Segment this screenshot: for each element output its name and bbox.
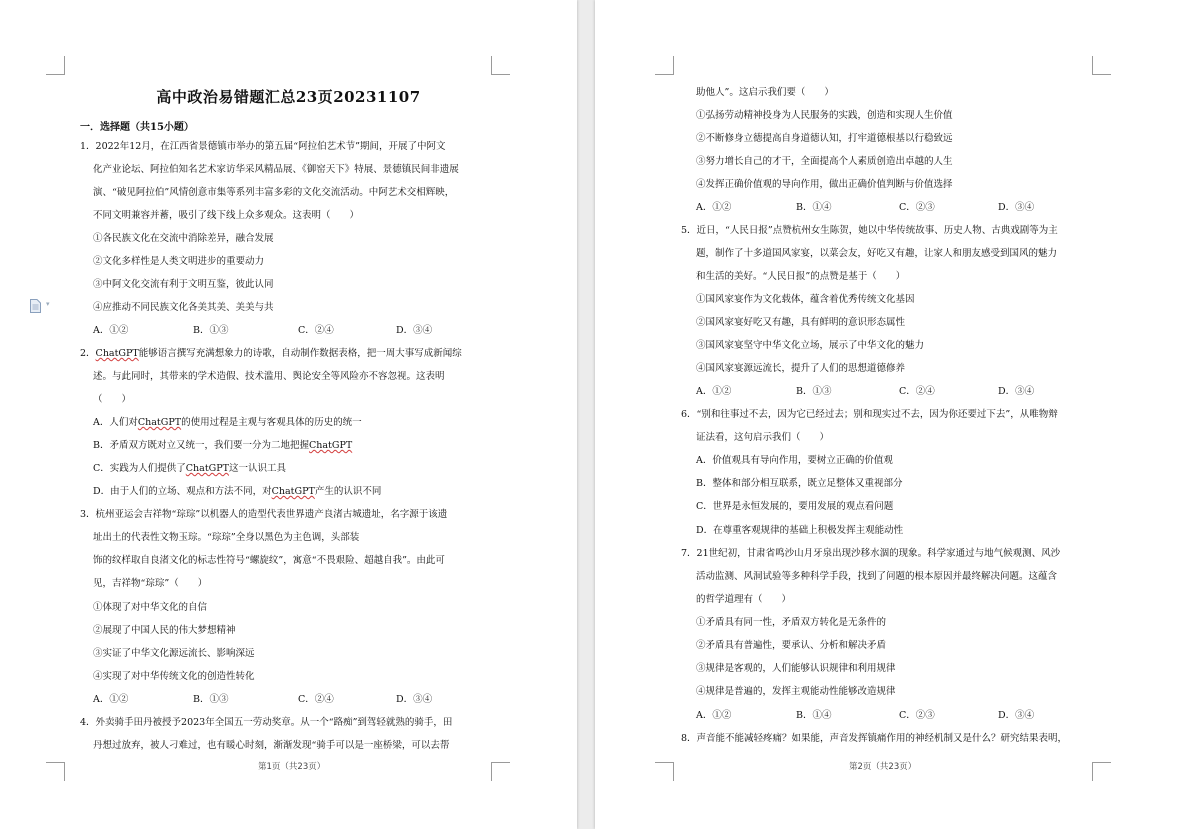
question-line: 和生活的美好。“人民日报”的点赞是基于（ ） bbox=[696, 271, 906, 282]
choice-a: A．人们对ChatGPT的使用过程是主观与客观具体的历史的统一 bbox=[93, 417, 362, 428]
option-b: B．①③ bbox=[193, 694, 229, 705]
option-a: A．①② bbox=[696, 386, 732, 397]
statement-item: ④国风家宴源远流长，提升了人们的思想道德修养 bbox=[696, 363, 906, 374]
statement-item: ②国风家宴好吃又有趣，具有鲜明的意识形态属性 bbox=[696, 317, 906, 328]
option-b: B．①④ bbox=[796, 202, 832, 213]
crop-mark-bottom-left bbox=[46, 762, 65, 781]
choice-c: C．世界是永恒发展的，要用发展的观点看问题 bbox=[696, 501, 894, 512]
question-line: 题，制作了十多道国风家宴，以菜会友，好吃又有趣，让家人和朋友感受到国风的魅力 bbox=[696, 248, 1058, 259]
statement-item: ④发挥正确价值观的导向作用，做出正确价值判断与价值选择 bbox=[696, 179, 953, 190]
statement-item: ①体现了对中华文化的自信 bbox=[93, 602, 208, 613]
crop-mark-bottom-right bbox=[491, 762, 510, 781]
question-line: 4．外卖骑手田丹被授予2023年全国五一劳动奖章。从一个“路痴”到驾轻就熟的骑手，田 bbox=[80, 717, 453, 728]
statement-item: ③努力增长自己的才干，全面提高个人素质创造出卓越的人生 bbox=[696, 156, 953, 167]
option-b: B．①④ bbox=[796, 710, 832, 721]
question-line: 证法看，这句启示我们（ ） bbox=[696, 432, 830, 443]
answer-options-q4 bbox=[696, 201, 1096, 215]
option-d: D．③④ bbox=[396, 694, 433, 705]
crop-mark-top-left bbox=[655, 56, 674, 75]
question-line: 助他人”。这启示我们要（ ） bbox=[696, 87, 834, 98]
question-line: 饰的纹样取自良渚文化的标志性符号“螺旋纹”，寓意“不畏艰险、超越自我”。由此可 bbox=[93, 555, 445, 566]
option-a: A．①② bbox=[696, 202, 732, 213]
statement-item: ③国风家宴坚守中华文化立场，展示了中华文化的魅力 bbox=[696, 340, 925, 351]
question-line: 演、“破见阿拉伯”风情创意市集等系列丰富多彩的文化交流活动。中阿艺术交相辉映， bbox=[93, 187, 455, 198]
answer-options-q5 bbox=[696, 385, 1096, 399]
crop-mark-top-right bbox=[491, 56, 510, 75]
question-line: 址出土的代表性文物玉琮。“琮琮”全身以黑色为主色调，头部装 bbox=[93, 532, 360, 543]
question-line: 6．“别和往事过不去，因为它已经过去；别和现实过不去，因为你还要过下去”，从唯物辩 bbox=[681, 409, 1058, 420]
statement-item: ④实现了对中华传统文化的创造性转化 bbox=[93, 671, 255, 682]
choice-d: D．由于人们的立场、观点和方法不同，对ChatGPT产生的认识不同 bbox=[93, 486, 382, 497]
statement-item: ②不断修身立德提高自身道德认知，打牢道德根基以行稳致远 bbox=[696, 133, 953, 144]
choice-d: D．在尊重客观规律的基础上积极发挥主观能动性 bbox=[696, 525, 904, 536]
dropdown-arrow-icon[interactable]: ▾ bbox=[46, 300, 50, 308]
page-footer: 第2页（共23页） bbox=[849, 762, 917, 772]
statement-item: ①矛盾具有同一性，矛盾双方转化是无条件的 bbox=[696, 617, 887, 628]
statement-item: ①各民族文化在交流中消除差异，融合发展 bbox=[93, 233, 274, 244]
question-line: 化产业论坛、阿拉伯知名艺术家访华采风精品展、《御窑天下》特展、景德镇民间非遗展 bbox=[93, 164, 459, 175]
question-line: 的哲学道理有（ ） bbox=[696, 594, 792, 605]
question-line: 5．近日，“人民日报”点赞杭州女生陈贺，她以中华传统故事、历史人物、古典戏剧等为主 bbox=[681, 225, 1058, 236]
statement-item: ②文化多样性是人类文明进步的重要动力 bbox=[93, 256, 265, 267]
option-b: B．①③ bbox=[193, 325, 229, 336]
statement-item: ①国风家宴作为文化载体，蕴含着优秀传统文化基因 bbox=[696, 294, 915, 305]
question-line: 不同文明兼容并蓄，吸引了线下线上众多观众。这表明（ ） bbox=[93, 210, 360, 221]
option-c: C．②③ bbox=[899, 710, 935, 721]
option-d: D．③④ bbox=[998, 710, 1035, 721]
option-d: D．③④ bbox=[998, 386, 1035, 397]
document-title: 高中政治易错题汇总23页20231107 bbox=[156, 88, 421, 106]
page-footer: 第1页（共23页） bbox=[258, 762, 326, 772]
statement-item: ②矛盾具有普遍性，要承认、分析和解决矛盾 bbox=[696, 640, 887, 651]
option-c: C．②④ bbox=[298, 325, 334, 336]
answer-options-q7 bbox=[696, 709, 1096, 723]
option-b: B．①③ bbox=[796, 386, 832, 397]
choice-b: B．整体和部分相互联系，既立足整体又重视部分 bbox=[696, 478, 903, 489]
answer-options-q3 bbox=[93, 693, 493, 707]
section-title: 一．选择题（共15小题） bbox=[80, 122, 194, 133]
statement-item: ③实证了中华文化源远流长、影响深远 bbox=[93, 648, 255, 659]
option-d: D．③④ bbox=[396, 325, 433, 336]
statement-item: ④规律是普遍的，发挥主观能动性能够改造规律 bbox=[696, 686, 896, 697]
option-a: A．①② bbox=[93, 325, 129, 336]
crop-mark-top-right bbox=[1092, 56, 1111, 75]
question-line: 见，吉祥物“琮琮”（ ） bbox=[93, 578, 208, 589]
answer-options-q1 bbox=[93, 324, 493, 338]
statement-item: ④应推动不同民族文化各美其美、美美与共 bbox=[93, 302, 274, 313]
option-c: C．②③ bbox=[899, 202, 935, 213]
choice-a: A．价值观具有导向作用，要树立正确的价值观 bbox=[696, 455, 893, 466]
option-c: C．②④ bbox=[298, 694, 334, 705]
question-line: 活动监测、风洞试验等多种科学手段，找到了问题的根本原因并最终解决问题。这蕴含 bbox=[696, 571, 1058, 582]
document-icon[interactable] bbox=[30, 299, 41, 313]
question-line: 3．杭州亚运会吉祥物“琮琮”以机器人的造型代表世界遗产良渚古城遗址，名字源于该遗 bbox=[80, 509, 448, 520]
crop-mark-bottom-left bbox=[655, 762, 674, 781]
question-line: 述。与此同时，其带来的学术造假、技术滥用、舆论安全等风险亦不容忽视。这表明 bbox=[93, 371, 445, 382]
statement-item: ③中阿文化交流有利于文明互鉴，彼此认同 bbox=[93, 279, 274, 290]
statement-item: ①弘扬劳动精神投身为人民服务的实践，创造和实现人生价值 bbox=[696, 110, 953, 121]
choice-b: B．矛盾双方既对立又统一，我们要一分为二地把握ChatGPT bbox=[93, 440, 353, 451]
choice-c: C．实践为人们提供了ChatGPT这一认识工具 bbox=[93, 463, 286, 474]
question-line: 1．2022年12月，在江西省景德镇市举办的第五届“阿拉伯艺术节”期间，开展了中阿文 bbox=[80, 141, 446, 152]
option-d: D．③④ bbox=[998, 202, 1035, 213]
document-page-2 bbox=[595, 0, 1187, 829]
question-line: （ ） bbox=[93, 394, 132, 405]
question-line: 7．21世纪初，甘肃省鸣沙山月牙泉出现沙移水涸的现象。科学家通过与地气候观测、风沙 bbox=[681, 548, 1061, 559]
option-c: C．②④ bbox=[899, 386, 935, 397]
statement-item: ②展现了中国人民的伟大梦想精神 bbox=[93, 625, 236, 636]
crop-mark-bottom-right bbox=[1092, 762, 1111, 781]
document-page-1 bbox=[0, 0, 577, 829]
option-a: A．①② bbox=[93, 694, 129, 705]
question-line: 2．ChatGPT能够语言撰写充满想象力的诗歌，自动制作数据表格，把一周大事写成新闻综 bbox=[80, 348, 462, 359]
option-a: A．①② bbox=[696, 710, 732, 721]
crop-mark-top-left bbox=[46, 56, 65, 75]
question-line: 8．声音能不能减轻疼痛？如果能，声音发挥镇痛作用的神经机制又是什么？研究结果表明， bbox=[681, 733, 1068, 744]
question-line: 丹想过放弃，被人刁难过，也有暖心时刻，渐渐发现“骑手可以是一座桥梁，可以去帮 bbox=[93, 740, 450, 751]
statement-item: ③规律是客观的，人们能够认识规律和利用规律 bbox=[696, 663, 896, 674]
